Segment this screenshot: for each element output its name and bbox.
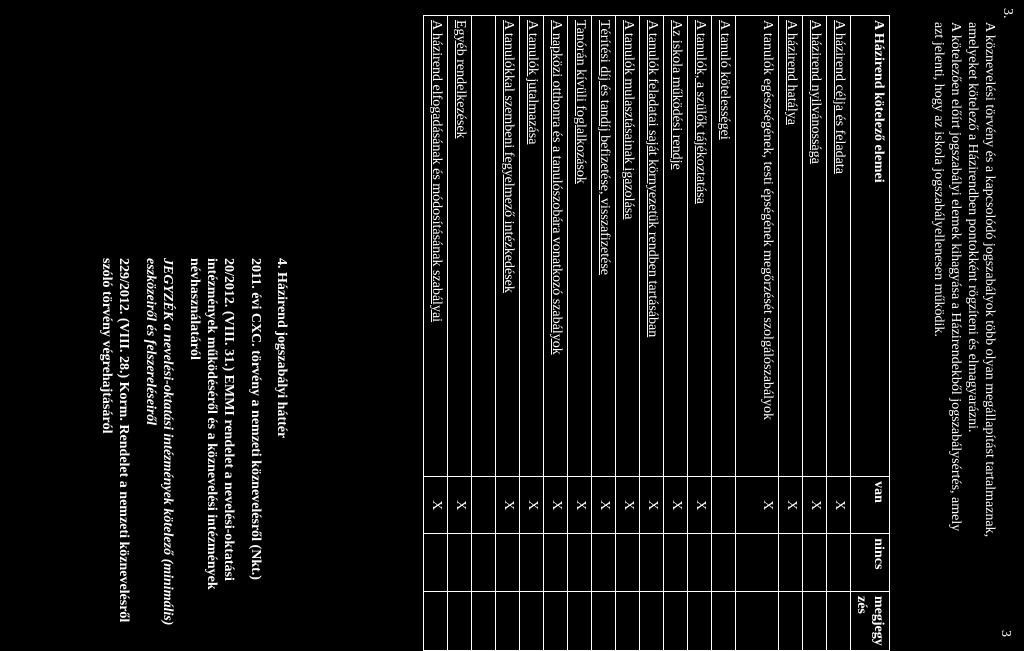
row-van [568, 477, 592, 534]
row-note [448, 592, 472, 651]
row-van-text: X [573, 500, 588, 511]
row-note [424, 592, 448, 651]
row-note [712, 592, 736, 651]
section-number: 3. [1000, 8, 1015, 19]
table-row [688, 16, 712, 651]
row-note [803, 592, 827, 651]
row-label [827, 16, 851, 477]
row-van-text: X [549, 500, 564, 511]
row-nincs [544, 534, 568, 592]
row-van [424, 477, 448, 534]
row-van [544, 477, 568, 534]
legal-reference: JEGYZÉK a nevelési-oktatási intézmények kötelező (minimális) eszközeiről és felszereléseiről [143, 258, 175, 626]
row-note [520, 592, 544, 651]
row-label-text: Az iskola működési rendje [669, 20, 684, 170]
row-nincs [712, 534, 736, 592]
intro-line: azt jelenti, hogy az iskola jogszabályellenesen működik. [931, 22, 946, 337]
row-nincs [640, 534, 664, 592]
row-label [688, 16, 712, 477]
row-nincs [592, 534, 616, 592]
row-label [472, 16, 496, 477]
row-nincs [616, 534, 640, 592]
row-label-text: A házirend elfogadásának és módosításának szabályai [429, 20, 444, 323]
page-number: 3 [998, 630, 1013, 637]
legal-references [88, 258, 264, 638]
house-rules-table [423, 15, 890, 651]
row-van [520, 477, 544, 534]
row-label [448, 16, 472, 477]
row-van-text: X [784, 500, 799, 511]
table-row [779, 16, 803, 651]
row-label-text: Tanórán kívüli foglalkozások [573, 20, 588, 184]
header-elements: A Házirend kötelező elemei [851, 16, 890, 477]
table-row [592, 16, 616, 651]
table-row [640, 16, 664, 651]
row-label-text: Térítési díj és tandíj befizetése, visszafizetése [597, 20, 612, 276]
row-label-text: A napközi otthonra és a tanulószobára vonatkozó szabályok [549, 20, 564, 355]
section4-title: 4. Házirend jogszabályi háttér [274, 258, 289, 439]
table-row [664, 16, 688, 651]
row-van [736, 477, 779, 534]
row-nincs [779, 534, 803, 592]
intro-paragraph [930, 22, 998, 632]
row-label [664, 16, 688, 477]
table-row [496, 16, 520, 651]
header-note: megjegy zés [851, 592, 890, 651]
row-label [736, 16, 779, 477]
row-van-text: X [525, 500, 540, 511]
row-label [712, 16, 736, 477]
intro-line: amelyeket kötelező a Házirendben pontokként rögzíteni és elmagyarázni. [965, 22, 980, 433]
header-van: van [851, 477, 890, 534]
row-van [664, 477, 688, 534]
table-row [712, 16, 736, 651]
row-van-text: X [832, 500, 847, 511]
row-note [616, 592, 640, 651]
row-nincs [568, 534, 592, 592]
row-note [640, 592, 664, 651]
row-label [568, 16, 592, 477]
row-van-text: X [621, 500, 636, 511]
row-van-text: X [453, 500, 468, 511]
table-row [827, 16, 851, 651]
table-body [424, 16, 851, 651]
table-header-row [851, 16, 890, 651]
row-label [424, 16, 448, 477]
header-nincs: nincs [851, 534, 890, 592]
row-van [592, 477, 616, 534]
row-label-text: A tanulók feladatai saját környezetük rendben tartásában [645, 20, 660, 338]
table-row [544, 16, 568, 651]
row-nincs [424, 534, 448, 592]
table-row [736, 16, 779, 651]
row-van-text: X [597, 500, 612, 511]
row-label-text: Egyéb rendelkezések [453, 20, 468, 139]
row-nincs [688, 534, 712, 592]
table-row [568, 16, 592, 651]
row-van [496, 477, 520, 534]
row-van-text: X [501, 500, 516, 511]
row-note [592, 592, 616, 651]
legal-reference: 2011. évi CXC. törvény a nemzeti köznevelésről (Nkt.) [248, 258, 263, 580]
row-label-text: A tanulókkal szembeni fegyelmező intézkedések [501, 20, 516, 293]
row-nincs [520, 534, 544, 592]
row-van [472, 477, 496, 534]
row-nincs [803, 534, 827, 592]
row-label-text: A tanulók mulasztásainak igazolása [621, 20, 636, 220]
row-nincs [472, 534, 496, 592]
table-row [520, 16, 544, 651]
row-van [688, 477, 712, 534]
row-note [688, 592, 712, 651]
row-label [779, 16, 803, 477]
row-label [592, 16, 616, 477]
row-note [472, 592, 496, 651]
row-van [827, 477, 851, 534]
table-row [472, 16, 496, 651]
row-note [779, 592, 803, 651]
row-nincs [827, 534, 851, 592]
table-row [803, 16, 827, 651]
table-row [448, 16, 472, 651]
row-van-text: X [669, 500, 684, 511]
row-note [544, 592, 568, 651]
row-nincs [664, 534, 688, 592]
row-van-text: X [808, 500, 823, 511]
row-label [640, 16, 664, 477]
row-nincs [448, 534, 472, 592]
row-label-text: A házirend nyilvánossága [808, 20, 823, 164]
row-van [803, 477, 827, 534]
row-nincs [736, 534, 779, 592]
row-note [496, 592, 520, 651]
row-van [712, 477, 736, 534]
row-label-text: A házirend célja és feladata [832, 20, 847, 174]
intro-line: A kötelezően előírt jogszabályi elemek kihagyása a Házirendekből jogszabálysértés, amely [948, 22, 963, 532]
row-label-text: A tanulók, a szülők tájékoztatása [693, 20, 708, 204]
row-label-text: A tanulók egészségének, testi épségének megőrzését szolgálószabályok [760, 20, 775, 421]
row-label-text: A tanulók jutalmazása [525, 20, 540, 145]
row-van [640, 477, 664, 534]
legal-reference: 20/2012. (VIII. 31.) EMMI rendelet a nevelési-oktatási intézmények működéséről és a köznevelési intézmények névhasználatáról [187, 258, 236, 590]
row-van-text: X [760, 500, 775, 511]
row-note [568, 592, 592, 651]
row-label [496, 16, 520, 477]
row-van [448, 477, 472, 534]
row-van [779, 477, 803, 534]
row-label-text: A tanuló kötelességei [717, 20, 732, 140]
row-label [616, 16, 640, 477]
row-nincs [496, 534, 520, 592]
row-note [664, 592, 688, 651]
intro-line: A köznevelési törvény és a kapcsolódó jogszabályok több olyan megállapítást tartalmaznak, [982, 22, 997, 538]
row-van-text: X [645, 500, 660, 511]
row-label-text: A házirend hatálya [784, 20, 799, 125]
table-row [616, 16, 640, 651]
row-van-text: X [693, 500, 708, 511]
legal-reference: 229/2012. (VIII. 28.) Korm. Rendelet a nemzeti köznevelésről szóló törvény végrehajtásáról [99, 258, 131, 623]
row-note [736, 592, 779, 651]
row-label [520, 16, 544, 477]
row-note [827, 592, 851, 651]
row-van [616, 477, 640, 534]
table-row [424, 16, 448, 651]
row-label [544, 16, 568, 477]
row-van-text: X [429, 500, 444, 511]
row-label [803, 16, 827, 477]
